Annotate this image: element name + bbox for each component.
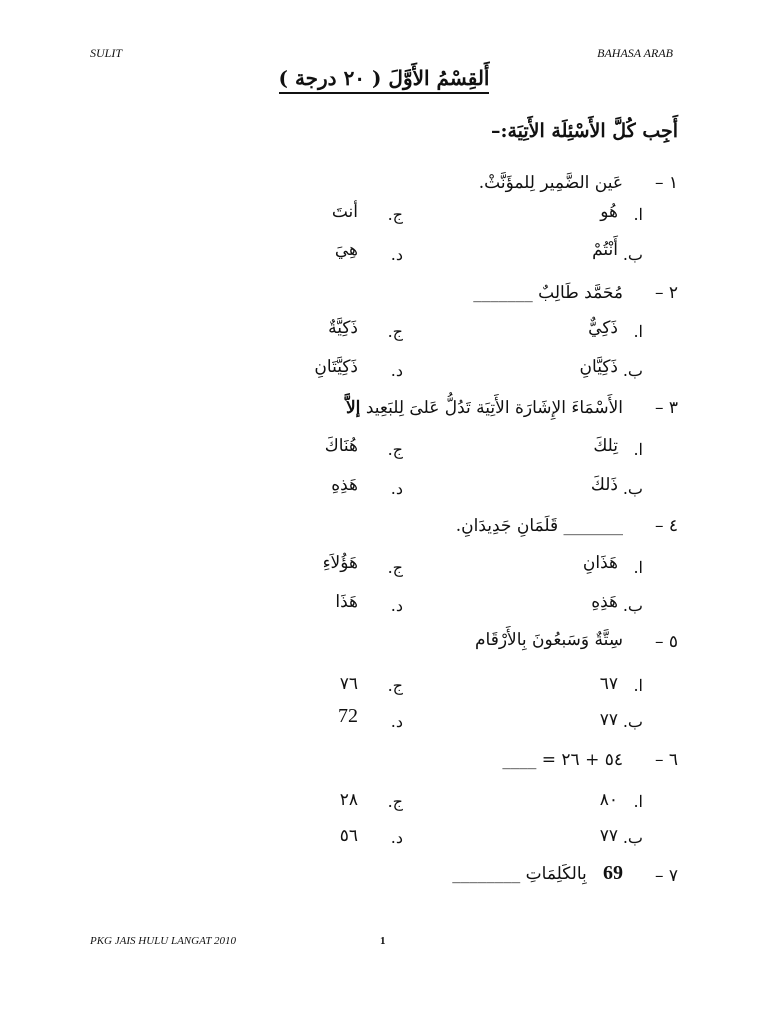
- option-label: ا.: [633, 792, 643, 811]
- question-number: ٢ –: [654, 283, 678, 303]
- option-label: د.: [390, 828, 403, 847]
- option-label: د.: [390, 479, 403, 498]
- question-text: _______ قَلَمَانِ جَدِيدَانِ.: [455, 516, 623, 536]
- option-text: هُو: [600, 202, 618, 222]
- header-left: SULIT: [90, 46, 123, 60]
- option-label: ا.: [633, 322, 643, 341]
- option-text: ٧٦: [339, 674, 358, 694]
- instruction: أَجِب كُلَّ الأَسْئِلَة الأَتِيَة:–: [490, 120, 678, 142]
- option-text: أَنْتُمْ: [592, 240, 618, 260]
- option-label: ب.: [622, 245, 643, 264]
- option-text: ٦٧: [599, 674, 618, 694]
- option-label: ا.: [633, 558, 643, 577]
- option-text: هَذِهِ: [591, 592, 618, 612]
- question-text: ٥٤ + ٢٦ = ____: [502, 750, 623, 770]
- option-text: ذَكِيَّةٌ: [328, 318, 358, 338]
- question-number: ٦ –: [654, 750, 678, 770]
- header-right: BAHASA ARAB: [597, 46, 673, 60]
- option-label: ب.: [622, 828, 643, 847]
- option-label: ب.: [622, 479, 643, 498]
- option-label: ب.: [622, 712, 643, 731]
- question-number: ٧ –: [654, 866, 678, 886]
- option-text: تِلكَ: [593, 436, 618, 456]
- question-text: مُحَمَّد طَالِبٌ _______: [473, 283, 623, 303]
- question-text: 69 بِالكَلِمَاتِ ________: [452, 862, 623, 884]
- option-text: ٧٧: [599, 710, 618, 730]
- question-number: ٥ –: [654, 632, 678, 652]
- option-label: ج.: [387, 205, 403, 224]
- option-label: د.: [390, 245, 403, 264]
- option-label: ا.: [633, 205, 643, 224]
- option-label: ب.: [622, 596, 643, 615]
- option-text: ذَكِيَّتَانِ: [314, 357, 358, 377]
- option-label: ج.: [387, 558, 403, 577]
- option-text: ٨٠: [599, 790, 618, 810]
- option-label: ج.: [387, 792, 403, 811]
- option-text: ٢٨: [339, 790, 358, 810]
- footer-left: PKG JAIS HULU LANGAT 2010: [90, 935, 237, 947]
- option-label: د.: [390, 712, 403, 731]
- option-text: هَذَانِ: [582, 553, 618, 573]
- option-label: ج.: [387, 322, 403, 341]
- option-text: ذَلكَ: [590, 475, 618, 495]
- option-label: ج.: [387, 440, 403, 459]
- option-text: هَذَا: [335, 592, 358, 612]
- option-text: هِيَ: [334, 240, 358, 260]
- option-text: هُنَاكَ: [324, 436, 358, 456]
- question-number: ٤ –: [654, 516, 678, 536]
- option-text: هَذِهِ: [331, 475, 358, 495]
- question-text: سِتَّةٌ وَسَبعُونَ بِالأَرْقَام: [475, 630, 623, 650]
- question-number: ١ –: [654, 173, 678, 193]
- option-text: هَؤُلاَءِ: [322, 553, 358, 573]
- option-text: ذَكِيَّانِ: [579, 357, 618, 377]
- question-text: عَين الضَّمِير لِلمؤَنَّثْ.: [478, 173, 623, 193]
- question-number: ٣ –: [654, 398, 678, 418]
- option-text: ٥٦: [339, 826, 358, 846]
- option-text: ذَكِيٌّ: [588, 318, 618, 338]
- question-text: الأَسْمَاءَ الإِشَارَة الأَتِيَة تَدُلُّ عَلىَ لِلبَعِيد إلاَّ: [345, 398, 623, 418]
- page-number: 1: [380, 935, 386, 947]
- option-label: د.: [390, 361, 403, 380]
- option-text: ٧٧: [599, 826, 618, 846]
- option-label: ا.: [633, 440, 643, 459]
- section-title: أَلقِسْمُ الأَوَّلَ ( ٢٠ درجة ): [0, 66, 768, 90]
- option-label: ب.: [622, 361, 643, 380]
- option-label: د.: [390, 596, 403, 615]
- option-label: ا.: [633, 676, 643, 695]
- option-text: 72: [338, 705, 358, 727]
- option-text: أنتَ: [331, 202, 358, 222]
- option-label: ج.: [387, 676, 403, 695]
